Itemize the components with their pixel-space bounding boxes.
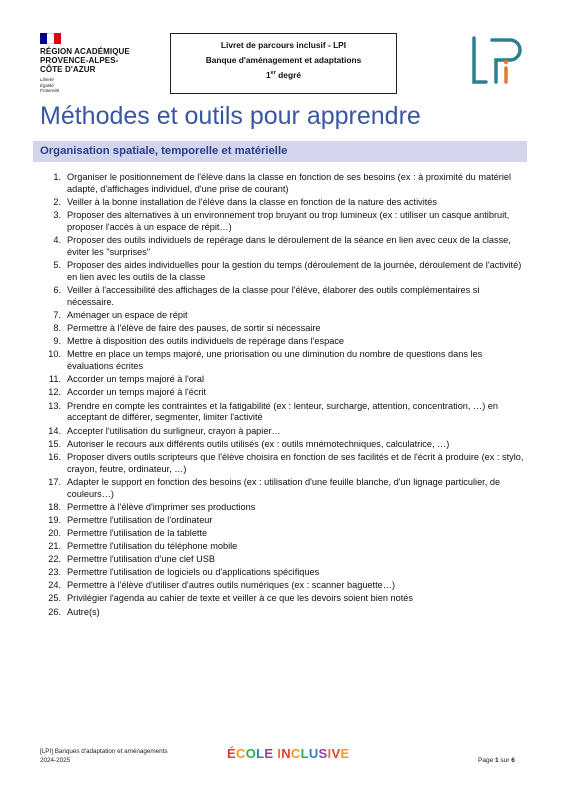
list-item-number: 23. <box>48 567 61 578</box>
list-item-number: 22. <box>48 554 61 565</box>
header-line-2: Banque d'aménagement et adaptations <box>205 55 362 65</box>
region-name: RÉGION ACADÉMIQUE PROVENCE-ALPES- CÔTE D'AZUR <box>40 47 130 74</box>
list-item-text: Accorder un temps majoré à l'oral <box>67 374 205 385</box>
page-number: Page 1 sur 6 <box>478 757 515 764</box>
list-item-text: Permettre à l'élève d'imprimer ses productions <box>67 501 256 512</box>
list-item-number: 7. <box>53 310 61 321</box>
list-item-number: 5. <box>53 260 61 271</box>
header-line-1: Livret de parcours inclusif - LPI <box>220 40 347 50</box>
list-item-text: Accepter l'utilisation du surligneur, crayon à papier… <box>67 425 281 436</box>
list-item <box>42 235 528 259</box>
list-item-number: 18. <box>48 501 61 512</box>
list-item-text: Proposer des outils individuels de repérage dans le déroulement de la séance en lien avec ceux de la classe, éviter les "surprises" <box>67 235 511 257</box>
list-item-text: Permettre l'utilisation de l'ordinateur <box>67 514 213 525</box>
list-item-number: 16. <box>48 451 61 462</box>
list-item-text: Proposer divers outils scripteurs que l'élève choisira en fonction de ses facilités et de l'écrit à produire (ex : stylo, crayon, feutre, ordinateur, …) <box>67 451 524 474</box>
list-item-number: 1. <box>53 172 61 182</box>
footer-document-label: [LPI] Banques d'adaptation et aménagements 2024-2025 <box>40 748 168 764</box>
list-item-number: 26. <box>48 606 61 617</box>
list-item-text: Permettre à l'élève d'utiliser d'autres outils numériques (ex : scanner baguette…) <box>67 580 396 591</box>
page-title: Méthodes et outils pour apprendre <box>40 102 421 130</box>
list-item <box>42 426 528 438</box>
list-item <box>42 197 528 209</box>
list-item-number: 21. <box>48 541 61 552</box>
list-item <box>42 374 528 386</box>
list-item-number: 15. <box>48 438 61 449</box>
list-item <box>42 452 528 476</box>
list-item <box>42 554 528 566</box>
list-item-number: 19. <box>48 514 61 525</box>
list-item-number: 3. <box>53 210 61 221</box>
list-item <box>42 567 528 579</box>
list-item <box>42 401 528 425</box>
list-item <box>42 515 528 527</box>
republic-motto: Liberté Égalité Fraternité <box>40 77 60 93</box>
list-item-text: Permettre l'utilisation de logiciels ou d'applications spécifiques <box>67 567 320 578</box>
header-line-3: 1er degré <box>265 70 301 80</box>
list-item-text: Proposer des aides individuelles pour la gestion du temps (déroulement de la journée, déroulement de l'activité) en lien avec les outils de la classe <box>67 260 522 282</box>
list-item-number: 8. <box>53 323 61 334</box>
list-item-number: 20. <box>48 527 61 538</box>
list-item-text: Privilégier l'agenda au cahier de texte et veiller à ce que les devoirs soient bien notés <box>67 593 413 604</box>
list-item-text: Organiser le positionnement de l'élève dans la classe en fonction de ses besoins (ex : à proximité du matériel adapté, d'affichages individuel, d'une prise de courant) <box>67 172 512 194</box>
list-item-text: Adapter le support en fonction des besoins (ex : utilisation d'une feuille blanche, d'un lignage particulier, de couleurs…) <box>67 476 501 499</box>
list-item <box>42 285 528 309</box>
list-item-number: 10. <box>48 349 61 360</box>
list-item-text: Permettre l'utilisation d'une clef USB <box>67 554 216 565</box>
list-item-text: Permettre à l'élève de faire des pauses, de sortir si nécessaire <box>67 323 321 334</box>
list-item-number: 11. <box>48 374 61 385</box>
list-item-number: 17. <box>48 476 61 487</box>
list-item <box>42 310 528 322</box>
list-item-text: Prendre en compte les contraintes et la fatigabilité (ex : lenteur, surcharge, attention, concentration, …) en acceptant de différer, segmenter, limiter l'activité <box>67 400 499 423</box>
list-item <box>42 528 528 540</box>
list-item <box>42 387 528 399</box>
list-item-text: Autoriser le recours aux différents outils utilisés (ex : outils mnémotechniques, calculatrice, …) <box>67 438 450 449</box>
list-item-number: 25. <box>48 593 61 604</box>
list-item-text: Autre(s) <box>67 606 100 617</box>
list-item-text: Mettre en place un temps majoré, une priorisation ou une diminution du nombre de questions dans les évaluations écrites <box>67 349 483 372</box>
list-item-text: Mettre à disposition des outils individuels de repérage dans l'espace <box>67 336 345 347</box>
list-item <box>42 593 528 605</box>
list-item-number: 12. <box>48 387 61 398</box>
list-item-number: 24. <box>48 580 61 591</box>
ecole-inclusive-logo-text: ÉCOLE INCLUSIVE <box>227 746 350 761</box>
ecole-inclusive-logo <box>227 741 350 767</box>
list-item <box>42 541 528 553</box>
list-item-text: Aménager un espace de répit <box>67 310 188 321</box>
document-header-box <box>170 33 397 94</box>
academic-region-logo <box>40 33 160 94</box>
list-item <box>42 172 528 196</box>
list-item-number: 4. <box>53 235 61 246</box>
list-item <box>42 607 528 619</box>
list-item-number: 2. <box>53 197 61 207</box>
list-item <box>42 260 528 284</box>
list-item-number: 13. <box>48 400 61 411</box>
list-item-text: Accorder un temps majoré à l'écrit <box>67 387 207 398</box>
list-item <box>42 210 528 234</box>
list-item-text: Proposer des alternatives à un environnement trop bruyant ou trop lumineux (ex : utiliser un casque antibruit, proposer l'accès à un espace de répit…) <box>67 210 510 232</box>
list-item <box>42 439 528 451</box>
list-item <box>42 323 528 335</box>
accommodation-list <box>42 172 528 620</box>
lpi-logo-icon <box>466 32 524 90</box>
list-item-text: Veiller à la bonne installation de l'élève dans la classe en fonction de la nature des activités <box>67 197 437 207</box>
list-item <box>42 502 528 514</box>
list-item-number: 14. <box>48 425 61 436</box>
list-item <box>42 349 528 373</box>
list-item <box>42 477 528 501</box>
french-flag-icon <box>40 33 61 44</box>
list-item-text: Veiller à l'accessibilité des affichages de la classe pour l'élève, élaborer des outils complémentaires si nécessaire. <box>67 285 480 307</box>
list-item <box>42 580 528 592</box>
section-heading: Organisation spatiale, temporelle et matérielle <box>33 141 527 162</box>
list-item-text: Permettre l'utilisation de la tablette <box>67 527 208 538</box>
list-item-number: 9. <box>53 336 61 347</box>
list-item-number: 6. <box>53 285 61 296</box>
list-item-text: Permettre l'utilisation du téléphone mobile <box>67 541 238 552</box>
list-item <box>42 336 528 348</box>
